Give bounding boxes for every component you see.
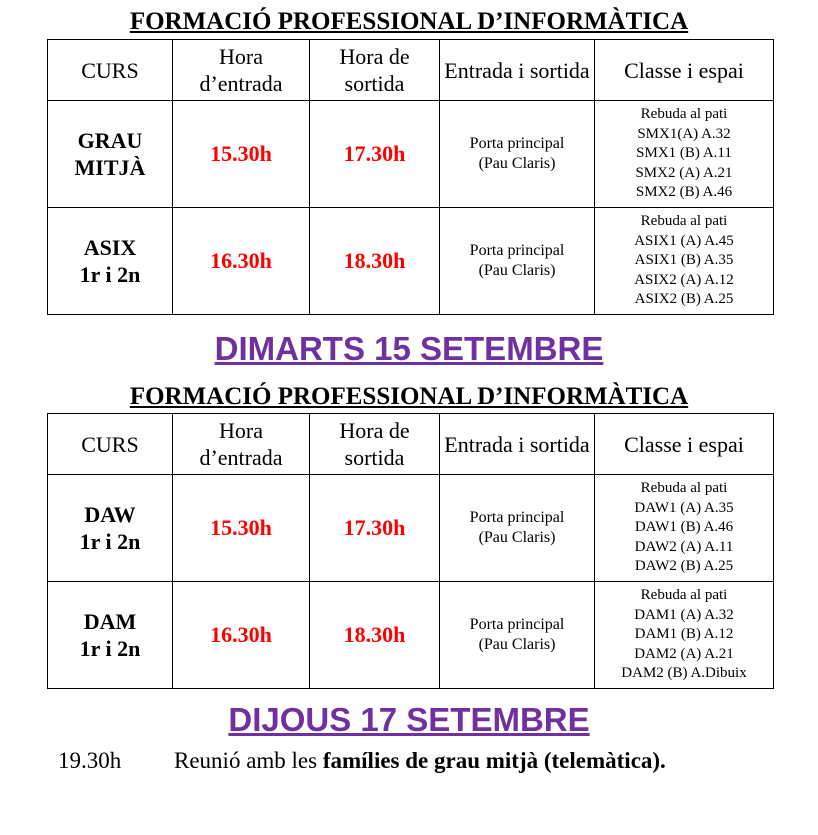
room-line: Rebuda al pati: [640, 213, 728, 230]
exit-time: 17.30h: [310, 101, 440, 208]
table-row: [48, 475, 774, 582]
course-level: 1r i 2n: [79, 636, 141, 661]
day-title-dijous: DIJOUS 17 SETEMBRE: [228, 701, 590, 738]
room-line: Rebuda al pati: [640, 480, 728, 497]
meeting-description: [174, 744, 734, 777]
room-line: Rebuda al pati: [640, 106, 728, 123]
course-cell: [48, 475, 173, 582]
door-street: (Pau Claris): [478, 262, 556, 279]
room-line: DAM2 (A) A.21: [634, 645, 734, 662]
room-line: SMX1(A) A.32: [637, 125, 731, 142]
exit-time: 17.30h: [310, 475, 440, 582]
rooms-cell: [595, 208, 774, 315]
entry-time: 15.30h: [173, 475, 310, 582]
table-row: [48, 101, 774, 208]
schedule-table-2: [47, 413, 774, 689]
door-cell: [440, 582, 595, 689]
schedule-table-1: [47, 39, 774, 315]
room-line: DAW1 (B) A.46: [634, 519, 734, 536]
room-line: SMX2 (B) A.46: [635, 184, 733, 201]
room-line: ASIX1 (B) A.35: [634, 252, 734, 269]
rooms-cell: [595, 101, 774, 208]
header-classe-espai: Classe i espai: [595, 414, 774, 475]
room-line: DAW1 (A) A.35: [634, 499, 734, 516]
header-hora-entrada: Hora d’entrada: [173, 40, 310, 101]
room-line: ASIX2 (A) A.12: [634, 271, 734, 288]
header-entrada-sortida: Entrada i sortida: [440, 40, 595, 101]
door-street: (Pau Claris): [478, 155, 556, 172]
section1-title: FORMACIÓ PROFESSIONAL D’INFORMÀTICA: [129, 8, 689, 35]
course-level: 1r i 2n: [79, 529, 141, 554]
room-line: DAM2 (B) A.Dibuix: [621, 665, 747, 682]
door-name: Porta principal: [469, 616, 565, 633]
entry-time: 16.30h: [173, 208, 310, 315]
course-cell: [48, 582, 173, 689]
door-cell: [440, 208, 595, 315]
door-name: Porta principal: [469, 242, 565, 259]
door-name: Porta principal: [469, 135, 565, 152]
room-line: DAW2 (A) A.11: [634, 538, 734, 555]
room-line: ASIX2 (B) A.25: [634, 291, 734, 308]
room-line: DAM1 (B) A.12: [634, 626, 734, 643]
exit-time: 18.30h: [310, 208, 440, 315]
room-line: DAW2 (B) A.25: [634, 558, 734, 575]
room-line: SMX1 (B) A.11: [636, 145, 732, 162]
header-classe-espai: Classe i espai: [595, 40, 774, 101]
day-title-dimarts: DIMARTS 15 SETEMBRE: [214, 330, 604, 367]
door-name: Porta principal: [469, 509, 565, 526]
meeting-audience: famílies de grau mitjà (telemàtica).: [322, 748, 666, 773]
rooms-cell: [595, 475, 774, 582]
rooms-cell: [595, 582, 774, 689]
header-hora-sortida: Hora de sortida: [310, 414, 440, 475]
course-cell: [48, 101, 173, 208]
course-level: MITJÀ: [74, 155, 146, 180]
entry-time: 16.30h: [173, 582, 310, 689]
section2-title: FORMACIÓ PROFESSIONAL D’INFORMÀTICA: [129, 383, 689, 410]
exit-time: 18.30h: [310, 582, 440, 689]
course-name: DAM: [83, 609, 137, 634]
course-name: ASIX: [83, 235, 137, 260]
header-curs: CURS: [48, 414, 173, 475]
table-row: [48, 582, 774, 689]
room-line: DAM1 (A) A.32: [634, 606, 734, 623]
header-curs: CURS: [48, 40, 173, 101]
header-hora-entrada: Hora d’entrada: [173, 414, 310, 475]
table-header-row: [48, 40, 774, 101]
entry-time: 15.30h: [173, 101, 310, 208]
door-cell: [440, 101, 595, 208]
room-line: Rebuda al pati: [640, 587, 728, 604]
course-name: DAW: [84, 502, 136, 527]
meeting-time: 19.30h: [58, 748, 122, 773]
door-street: (Pau Claris): [478, 529, 556, 546]
door-cell: [440, 475, 595, 582]
room-line: ASIX1 (A) A.45: [634, 232, 734, 249]
meeting-text: Reunió amb les: [174, 748, 323, 773]
table-header-row: [48, 414, 774, 475]
room-line: SMX2 (A) A.21: [635, 164, 733, 181]
table-row: [48, 208, 774, 315]
header-hora-sortida: Hora de sortida: [310, 40, 440, 101]
header-entrada-sortida: Entrada i sortida: [440, 414, 595, 475]
course-name: GRAU: [77, 128, 143, 153]
course-level: 1r i 2n: [79, 262, 141, 287]
course-cell: [48, 208, 173, 315]
door-street: (Pau Claris): [478, 636, 556, 653]
